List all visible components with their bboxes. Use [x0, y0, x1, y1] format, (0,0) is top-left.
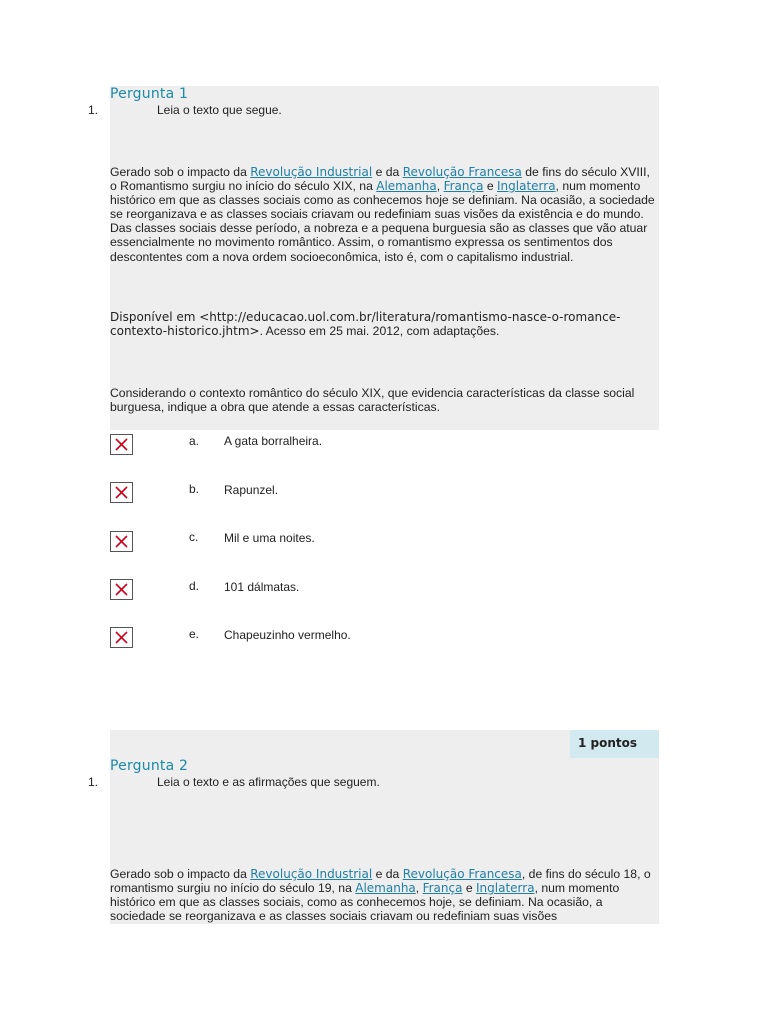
- question-1-number: 1.: [88, 103, 99, 117]
- source-text: . Acesso em 25 mai. 2012, com adaptações.: [259, 324, 500, 339]
- option-a-letter: a.: [189, 434, 200, 448]
- passage-text: , num momento histórico em que as classes sociais como as conhecemos hoje se definiam. Na ocasião, a sociedade se reorganizava e as classes sociais criavam ou redefiniam suas visões da existência e do mundo. Das classes sociais desse período, a nobreza e a pequena burguesia são as classes que vão atuar essencialmente no movimento romântico. Assim, o romantismo expressa os sentimentos dos descontentes com a nova ordem socioeconômica, isto é, com o capitalismo industrial.: [110, 179, 655, 264]
- option-a-text: A gata borralheira.: [224, 434, 323, 448]
- passage-text: e: [462, 881, 477, 896]
- option-e-wrong-icon: [110, 627, 133, 648]
- passage-text: de fins do século XVIII, o Romantismo surgiu no início do século XIX, na: [110, 165, 650, 194]
- link-revolucao-industrial[interactable]: Revolução Industrial: [250, 165, 373, 179]
- option-b-text: Rapunzel.: [224, 483, 279, 497]
- link-revolucao-industrial[interactable]: Revolução Industrial: [250, 867, 373, 881]
- link-inglaterra[interactable]: Inglaterra: [497, 179, 556, 194]
- link-alemanha[interactable]: Alemanha: [355, 881, 416, 896]
- passage-text: Gerado sob o impacto da: [110, 867, 251, 881]
- link-franca[interactable]: França: [443, 179, 484, 194]
- passage-text: Gerado sob o impacto da: [110, 165, 251, 179]
- option-b-wrong-icon: [110, 482, 133, 503]
- question-1-lead: Leia o texto que segue.: [157, 103, 282, 117]
- question-1-title: Pergunta 1: [110, 86, 189, 102]
- option-e-text: Chapeuzinho vermelho.: [224, 628, 351, 642]
- passage-text: e: [483, 179, 497, 194]
- option-b-letter: b.: [189, 482, 200, 496]
- option-d-text: 101 dálmatas.: [224, 580, 300, 594]
- option-e-letter: e.: [189, 627, 200, 641]
- question-1-source: [110, 310, 659, 338]
- passage-text: ,: [415, 881, 423, 896]
- option-c-wrong-icon: [110, 531, 133, 552]
- link-inglaterra[interactable]: Inglaterra: [476, 881, 535, 896]
- link-revolucao-francesa[interactable]: Revolução Francesa: [402, 165, 522, 179]
- option-d-wrong-icon: [110, 579, 133, 600]
- passage-text: e da: [372, 165, 403, 179]
- option-d-letter: d.: [189, 579, 200, 593]
- source-text: Disponível em <http://educacao.uol.com.br/literatura/romantismo-nasce-o-romance-contexto-historico.jhtm>: [110, 310, 621, 339]
- question-2-number: 1.: [88, 775, 99, 789]
- passage-text: , de fins do século 18, o romantismo surgiu no início do século 19, na: [110, 867, 651, 896]
- points-badge: 1 pontos: [570, 730, 659, 758]
- option-a-wrong-icon: [110, 434, 133, 455]
- question-2-lead: Leia o texto e as afirmações que seguem.: [157, 775, 380, 789]
- link-alemanha[interactable]: Alemanha: [376, 179, 437, 194]
- passage-text: , num momento histórico em que as classes sociais, como as conhecemos hoje, se definiam. Na ocasião, a sociedade se reorganizava e as classes sociais criavam ou redefiniam suas visões: [110, 881, 620, 924]
- question-1-passage: [110, 165, 655, 264]
- question-1-prompt: Considerando o contexto romântico do século XIX, que evidencia características da classe social burguesa, indique a obra que atende a essas características.: [110, 386, 635, 415]
- passage-text: e da: [372, 867, 403, 881]
- passage-text: ,: [436, 179, 444, 194]
- option-c-letter: c.: [189, 530, 199, 544]
- link-revolucao-francesa[interactable]: Revolução Francesa: [402, 867, 522, 881]
- option-c-text: Mil e uma noites.: [224, 531, 315, 545]
- link-franca[interactable]: França: [422, 881, 463, 896]
- question-2-passage: [110, 867, 655, 924]
- question-2-title: Pergunta 2: [110, 758, 189, 774]
